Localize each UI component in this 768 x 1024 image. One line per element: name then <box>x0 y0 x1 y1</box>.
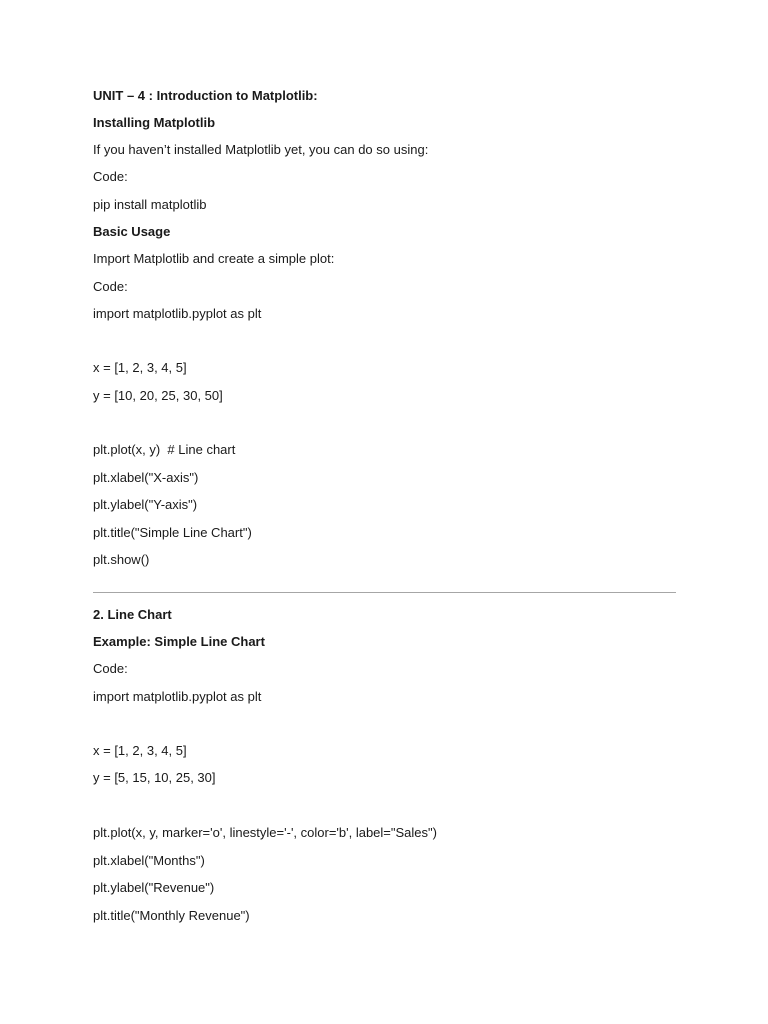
code-line: plt.plot(x, y) # Line chart <box>93 442 236 457</box>
code-line: import matplotlib.pyplot as plt <box>93 689 262 704</box>
code-line: plt.title("Monthly Revenue") <box>93 908 250 923</box>
code-label: Code: <box>93 279 128 294</box>
example-heading: Example: Simple Line Chart <box>93 634 265 649</box>
code-line: x = [1, 2, 3, 4, 5] <box>93 743 187 758</box>
code-line: plt.xlabel("X-axis") <box>93 470 199 485</box>
code-line: plt.show() <box>93 552 150 567</box>
install-instruction: If you haven’t installed Matplotlib yet, you can do so using: <box>93 142 429 157</box>
installing-heading: Installing Matplotlib <box>93 115 216 130</box>
code-line: plt.title("Simple Line Chart") <box>93 525 252 540</box>
basic-usage-instruction: Import Matplotlib and create a simple plot: <box>93 251 335 266</box>
code-line: y = [10, 20, 25, 30, 50] <box>93 388 223 403</box>
install-command: pip install matplotlib <box>93 197 207 212</box>
unit-heading: UNIT – 4 : Introduction to Matplotlib: <box>93 88 318 103</box>
code-line: plt.xlabel("Months") <box>93 853 205 868</box>
horizontal-divider <box>93 592 676 593</box>
code-line: x = [1, 2, 3, 4, 5] <box>93 360 187 375</box>
code-line: plt.ylabel("Revenue") <box>93 880 215 895</box>
basic-usage-heading: Basic Usage <box>93 224 171 239</box>
code-line: plt.plot(x, y, marker='o', linestyle='-', color='b', label="Sales") <box>93 825 437 840</box>
line-chart-heading: 2. Line Chart <box>93 607 172 622</box>
code-line: import matplotlib.pyplot as plt <box>93 306 262 321</box>
code-line: y = [5, 15, 10, 25, 30] <box>93 770 216 785</box>
code-label: Code: <box>93 169 128 184</box>
code-label: Code: <box>93 661 128 676</box>
code-line: plt.ylabel("Y-axis") <box>93 497 198 512</box>
